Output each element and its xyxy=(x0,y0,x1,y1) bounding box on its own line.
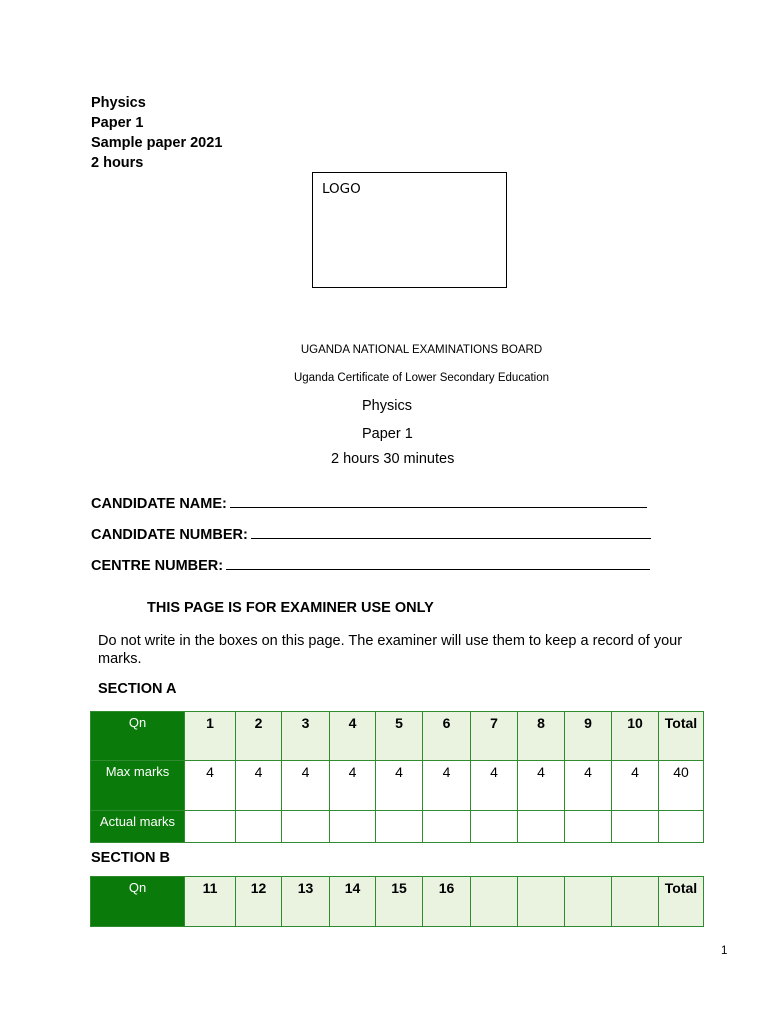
logo-label: LOGO xyxy=(322,181,361,197)
candidate-number-field[interactable] xyxy=(251,525,651,539)
qn-cell: 11 xyxy=(185,877,236,927)
examiner-instruction: Do not write in the boxes on this page. The examiner will use them to keep a record of your marks. xyxy=(98,633,683,667)
qn-cell: 2 xyxy=(236,712,282,761)
section-a-max-marks-row xyxy=(91,761,704,811)
max-mark-cell: 4 xyxy=(236,761,282,811)
qn-cell: 13 xyxy=(282,877,330,927)
header-duration: 2 hours xyxy=(91,155,144,171)
examiner-heading: THIS PAGE IS FOR EXAMINER USE ONLY xyxy=(147,600,434,616)
header-sample: Sample paper 2021 xyxy=(91,135,223,151)
max-mark-cell: 4 xyxy=(565,761,612,811)
qn-cell xyxy=(518,877,565,927)
qn-cell: 8 xyxy=(518,712,565,761)
actual-mark-cell[interactable] xyxy=(330,811,376,843)
actual-mark-cell[interactable] xyxy=(423,811,471,843)
exam-paper: Paper 1 xyxy=(362,426,413,442)
qn-cell: 9 xyxy=(565,712,612,761)
actual-mark-total-cell[interactable] xyxy=(659,811,704,843)
actual-mark-cell[interactable] xyxy=(565,811,612,843)
actual-mark-cell[interactable] xyxy=(518,811,565,843)
actual-mark-cell[interactable] xyxy=(612,811,659,843)
section-b-qn-row xyxy=(91,877,704,927)
qn-cell: 15 xyxy=(376,877,423,927)
actual-mark-cell[interactable] xyxy=(236,811,282,843)
max-mark-total-cell: 40 xyxy=(659,761,704,811)
actual-mark-cell[interactable] xyxy=(185,811,236,843)
qn-cell: 6 xyxy=(423,712,471,761)
row-label-max-marks: Max marks xyxy=(91,761,185,811)
candidate-name-line xyxy=(91,494,647,512)
actual-mark-cell[interactable] xyxy=(376,811,423,843)
qn-cell: 16 xyxy=(423,877,471,927)
qn-cell: 14 xyxy=(330,877,376,927)
max-mark-cell: 4 xyxy=(330,761,376,811)
qn-cell xyxy=(471,877,518,927)
qn-cell xyxy=(565,877,612,927)
candidate-number-label: CANDIDATE NUMBER: xyxy=(91,527,248,543)
section-b-marks-table xyxy=(90,876,704,927)
qn-cell: 12 xyxy=(236,877,282,927)
exam-subject: Physics xyxy=(362,398,412,414)
actual-mark-cell[interactable] xyxy=(471,811,518,843)
actual-mark-cell[interactable] xyxy=(282,811,330,843)
candidate-number-line xyxy=(91,525,651,543)
candidate-name-label: CANDIDATE NAME: xyxy=(91,496,227,512)
row-label-qn: Qn xyxy=(91,712,185,761)
section-a-qn-row xyxy=(91,712,704,761)
max-mark-cell: 4 xyxy=(518,761,565,811)
centre-number-line xyxy=(91,556,650,574)
max-mark-cell: 4 xyxy=(423,761,471,811)
qn-cell: 5 xyxy=(376,712,423,761)
max-mark-cell: 4 xyxy=(471,761,518,811)
qn-total-cell: Total xyxy=(659,712,704,761)
qn-cell: 1 xyxy=(185,712,236,761)
qn-cell: 10 xyxy=(612,712,659,761)
row-label-actual-marks: Actual marks xyxy=(91,811,185,843)
max-mark-cell: 4 xyxy=(185,761,236,811)
max-mark-cell: 4 xyxy=(376,761,423,811)
qn-cell: 4 xyxy=(330,712,376,761)
exam-certificate: Uganda Certificate of Lower Secondary Education xyxy=(293,372,550,384)
qn-total-cell: Total xyxy=(659,877,704,927)
exam-board: UGANDA NATIONAL EXAMINATIONS BOARD xyxy=(300,344,543,356)
paper-header xyxy=(91,93,222,173)
max-mark-cell: 4 xyxy=(282,761,330,811)
centre-number-label: CENTRE NUMBER: xyxy=(91,558,224,574)
header-paper: Paper 1 xyxy=(91,115,144,131)
qn-cell: 3 xyxy=(282,712,330,761)
row-label-qn: Qn xyxy=(91,877,185,927)
section-a-title: SECTION A xyxy=(98,681,177,697)
header-subject: Physics xyxy=(91,95,146,111)
page-number: 1 xyxy=(721,945,728,957)
exam-duration: 2 hours 30 minutes xyxy=(331,451,455,467)
centre-number-field[interactable] xyxy=(226,556,650,570)
qn-cell: 7 xyxy=(471,712,518,761)
max-mark-cell: 4 xyxy=(612,761,659,811)
qn-cell xyxy=(612,877,659,927)
logo-placeholder xyxy=(312,172,507,288)
section-b-title: SECTION B xyxy=(91,850,170,866)
candidate-name-field[interactable] xyxy=(230,494,647,508)
section-a-actual-marks-row xyxy=(91,811,704,843)
section-a-marks-table xyxy=(90,711,704,843)
